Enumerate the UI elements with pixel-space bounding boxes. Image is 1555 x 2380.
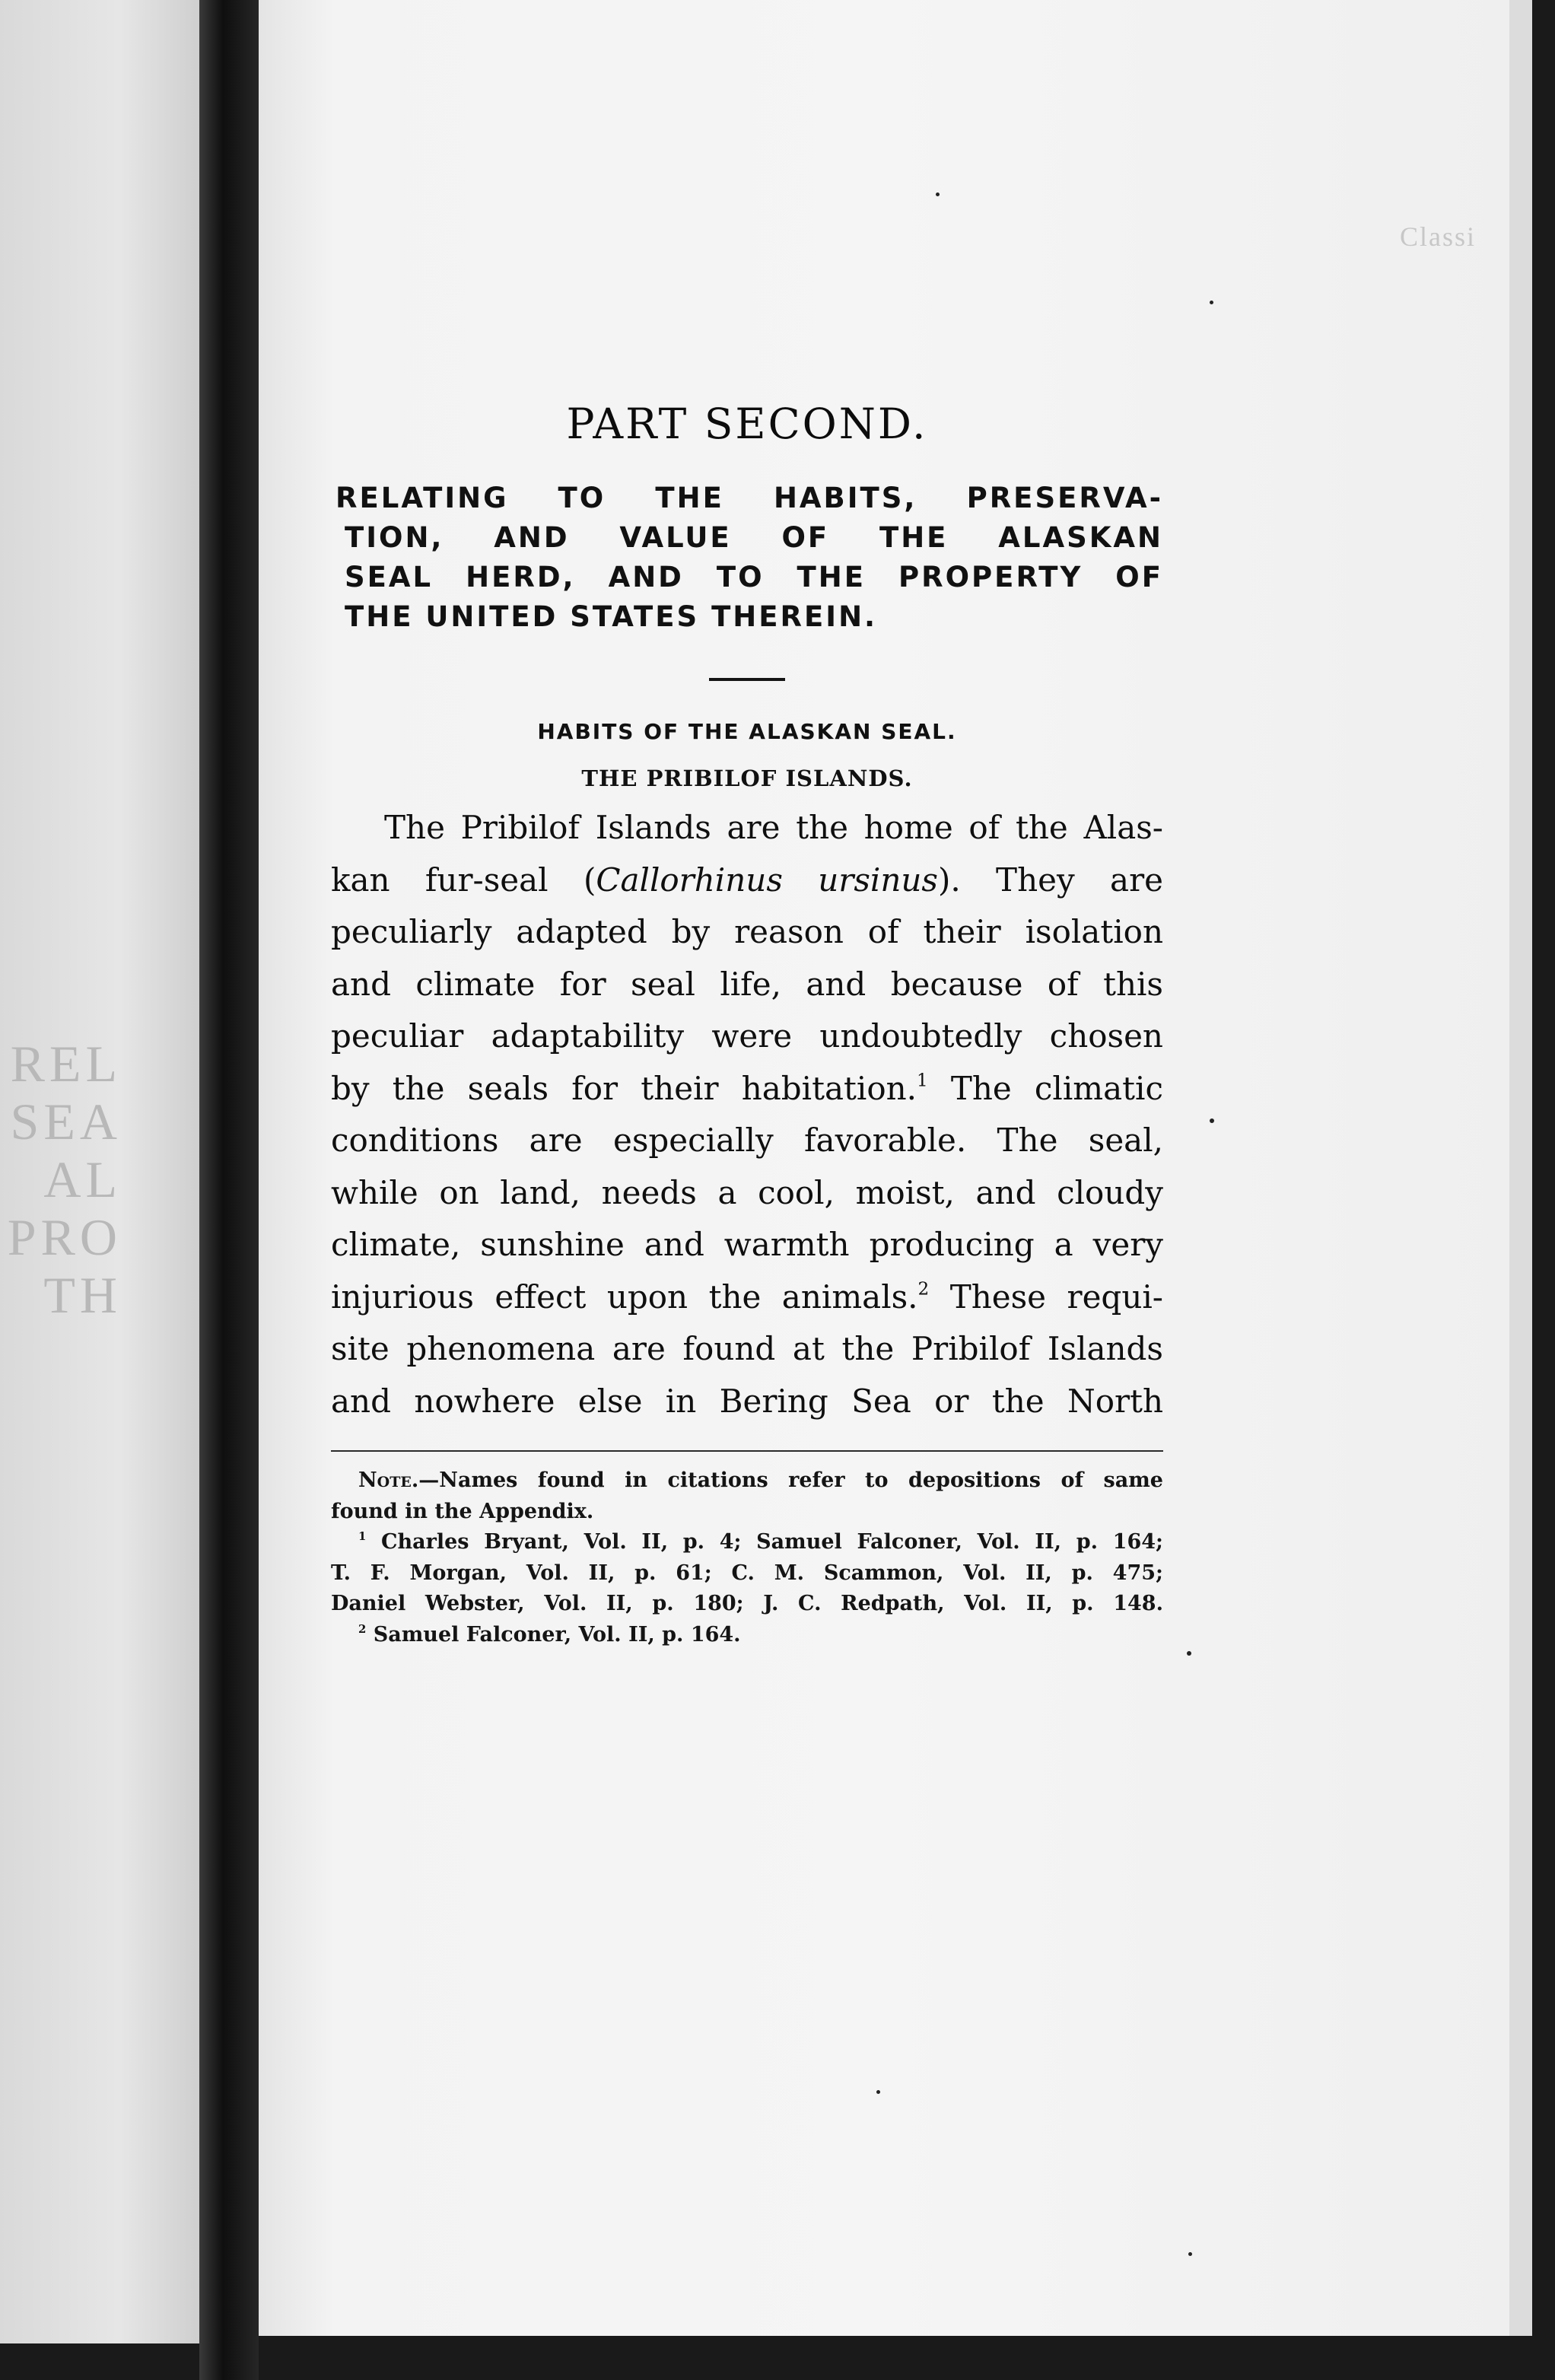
- section-heading: HABITS OF THE ALASKAN SEAL.: [537, 719, 957, 744]
- body-line: conditions are especially favorable. The seal,: [331, 1122, 1163, 1159]
- bleed-letter: TH: [43, 1266, 122, 1324]
- subtitle-line: SEAL HERD, AND TO THE PROPERTY OF: [345, 561, 1163, 593]
- body-line: [331, 854, 1163, 907]
- facing-page: [0, 0, 199, 2343]
- note-label: Note.: [358, 1468, 419, 1492]
- footnote-1-line: Daniel Webster, Vol. II, p. 180; J. C. Redpath, Vol. II, p. 148.: [331, 1592, 1163, 1615]
- footnote-ref: 1: [917, 1071, 928, 1091]
- bleed-letter: SEA: [10, 1093, 122, 1150]
- body-line-pre: by the seals for their habitation.: [331, 1069, 917, 1107]
- body-line: peculiarly adapted by reason of their isolation: [331, 913, 1163, 950]
- part-title: PART SECOND.: [566, 399, 928, 448]
- body-line: peculiar adaptability were undoubtedly chosen: [331, 1017, 1163, 1055]
- body-paragraph: [331, 802, 1163, 1427]
- footnotes: [331, 1465, 1163, 1650]
- footnote-marker: 1: [358, 1529, 367, 1543]
- body-line: while on land, needs a cool, moist, and cloudy: [331, 1173, 1163, 1211]
- body-line-post: The climatic: [927, 1069, 1163, 1107]
- footnote-note: [331, 1465, 1163, 1497]
- footnote-2: [331, 1620, 1163, 1651]
- body-line-pre: kan fur-seal (: [331, 861, 596, 899]
- subtitle-line: THE UNITED STATES THEREIN.: [345, 600, 878, 633]
- footnote-rule: [331, 1450, 1163, 1452]
- bleed-letter: PRO: [7, 1208, 122, 1266]
- page-content: [331, 380, 1163, 1650]
- title-rule: [709, 678, 785, 681]
- footnote-1: [331, 1527, 1163, 1558]
- dust-speck: [936, 192, 940, 196]
- body-line: site phenomena are found at the Pribilof Islands: [331, 1330, 1163, 1367]
- book-page: [259, 0, 1532, 2336]
- subtitle-line: RELATING TO THE HABITS, PRESERVA-: [335, 482, 1163, 514]
- footnote-marker: 2: [358, 1621, 367, 1636]
- dust-speck: [876, 2090, 880, 2094]
- body-line: The Pribilof Islands are the home of the Alas-: [384, 809, 1163, 846]
- bleed-through-text-left: [0, 1035, 122, 1324]
- body-line-post: ). They are: [937, 861, 1163, 899]
- bleed-letter: REL: [10, 1035, 122, 1093]
- footnote-text: Samuel Falconer, Vol. II, p. 164.: [373, 1622, 741, 1647]
- dust-speck: [1210, 1118, 1214, 1123]
- subtitle-block: [331, 479, 1163, 637]
- body-line: [331, 1271, 1163, 1324]
- body-line: and nowhere else in Bering Sea or the North: [331, 1382, 1163, 1420]
- footnote-ref: 2: [917, 1279, 930, 1300]
- body-line: climate, sunshine and warmth producing a very: [331, 1226, 1163, 1263]
- species-name: Callorhinus ursinus: [596, 861, 938, 899]
- dust-speck: [1210, 301, 1213, 304]
- body-line: [331, 1063, 1163, 1115]
- bleed-letter: AL: [43, 1150, 122, 1208]
- body-line-post: These requi-: [929, 1278, 1163, 1316]
- note-text: —Names found in citations refer to depositions of same: [418, 1468, 1163, 1492]
- dust-speck: [1187, 1651, 1191, 1656]
- footnote-text: Charles Bryant, Vol. II, p. 4; Samuel Falconer, Vol. II, p. 164;: [381, 1530, 1163, 1554]
- bleed-through-text-right: Classi: [1400, 221, 1477, 252]
- dust-speck: [1188, 2252, 1192, 2256]
- footnote-note-cont: found in the Appendix.: [331, 1499, 594, 1523]
- body-line-pre: injurious effect upon the animals.: [331, 1278, 918, 1316]
- footnote-1-line: T. F. Morgan, Vol. II, p. 61; C. M. Scammon, Vol. II, p. 475;: [331, 1561, 1163, 1585]
- subtitle-line: TION, AND VALUE OF THE ALASKAN: [345, 521, 1163, 554]
- body-line: and climate for seal life, and because of this: [331, 965, 1163, 1003]
- section-subheading: THE PRIBILOF ISLANDS.: [581, 765, 913, 791]
- binding-gutter: [199, 0, 259, 2380]
